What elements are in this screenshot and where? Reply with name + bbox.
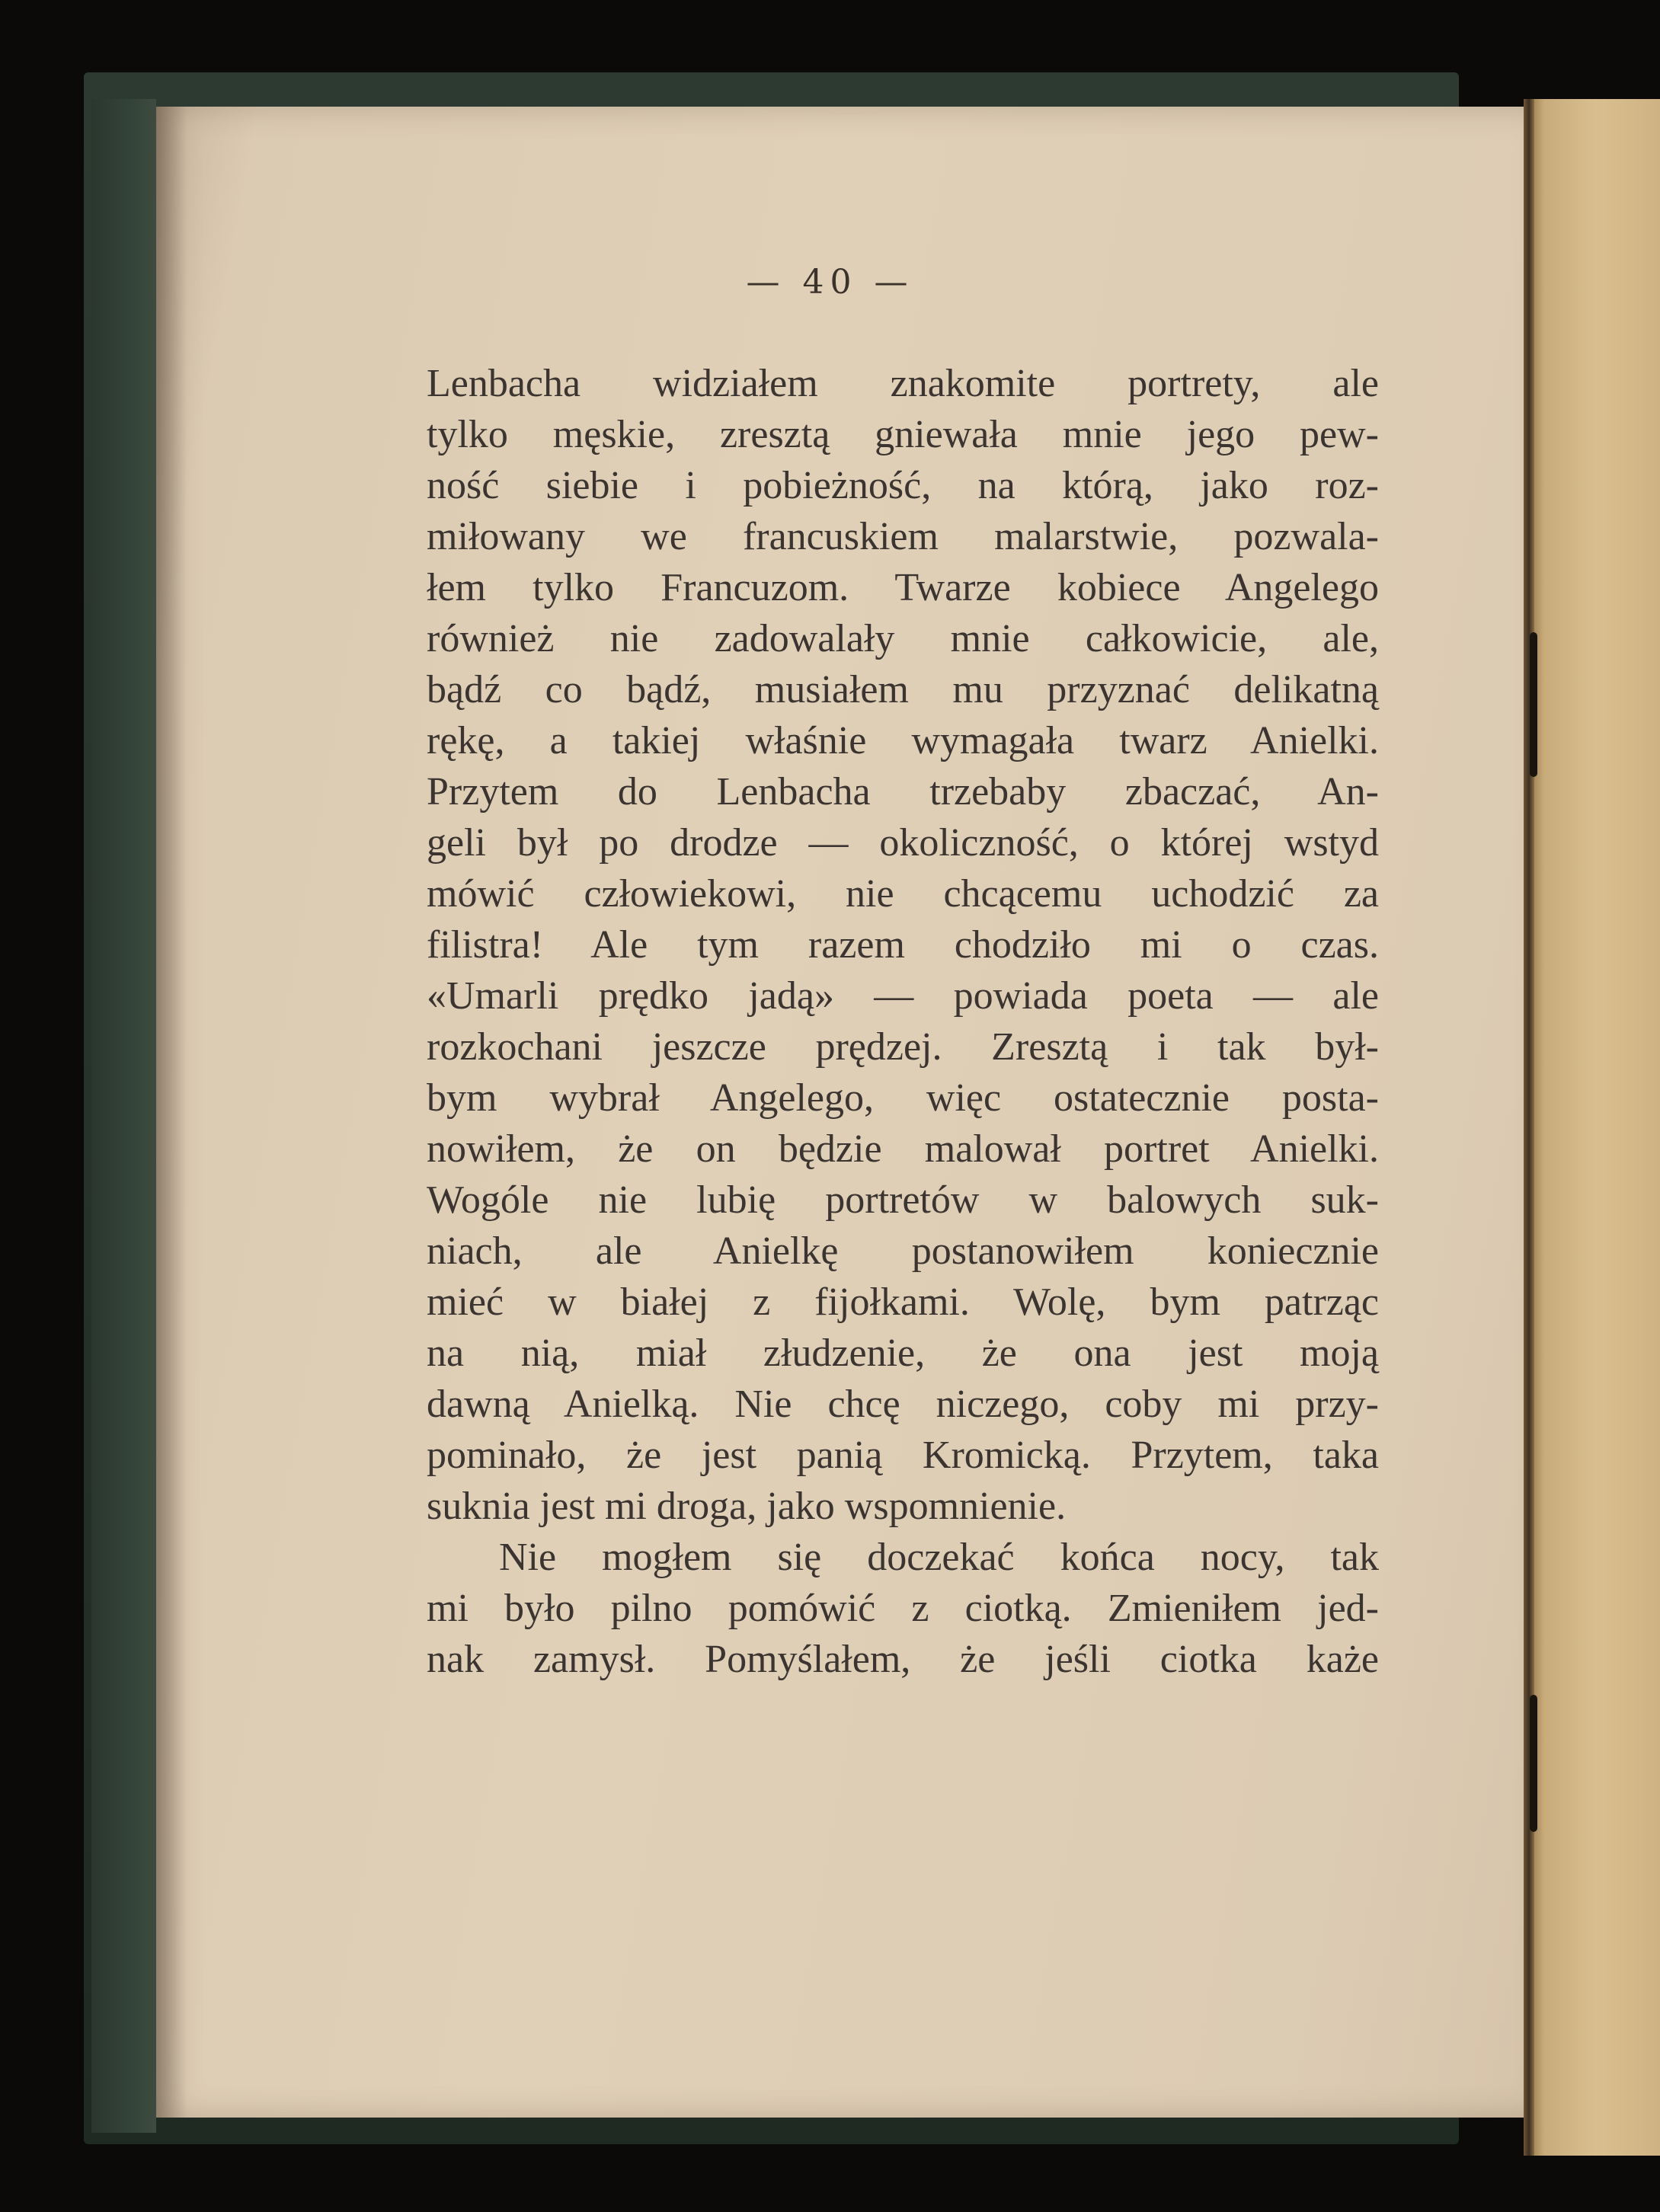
text-line: ność siebie i pobieżność, na którą, jako roz- [427,464,1379,507]
text-line: na nią, miał złudzenie, że ona jest moją [427,1331,1379,1375]
binding-stitch [1530,632,1537,777]
text-line: mi było pilno pomówić z ciotką. Zmieniłem jed- [427,1587,1379,1630]
text-line: Lenbacha widziałem znakomite portrety, ale [427,362,1379,405]
text-line: niach, ale Anielkę postanowiłem koniecznie [427,1229,1379,1273]
cover-spine-edge [91,99,156,2133]
page-number: — 40 — [746,263,914,302]
text-line: nak zamysł. Pomyślałem, że jeśli ciotka każe [427,1638,1379,1681]
binding-stitch [1530,1695,1537,1832]
book-gutter [1524,99,1534,2156]
text-line: geli był po drodze — okoliczność, o której wstyd [427,821,1379,865]
text-line: dawną Anielką. Nie chcę niczego, coby mi przy- [427,1382,1379,1426]
text-line: pominało, że jest panią Kromicką. Przytem, taka [427,1434,1379,1477]
text-line: suknia jest mi droga, jako wspomnienie. [427,1485,1067,1528]
text-line: Nie mogłem się doczekać końca nocy, tak [499,1536,1379,1579]
page-shadow [156,107,187,2118]
paragraph [427,358,1379,1532]
text-line: również nie zadowalały mnie całkowicie, ale, [427,617,1379,660]
text-line: Wogóle nie lubię portretów w balowych suk- [427,1178,1379,1222]
page-text [427,358,1379,1685]
text-line: Przytem do Lenbacha trzebaby zbaczać, An- [427,770,1379,814]
text-line: bądź co bądź, musiałem mu przyznać delikatną [427,668,1379,711]
text-line: nowiłem, że on będzie malował portret Anielki. [427,1127,1379,1171]
text-line: mówić człowiekowi, nie chcącemu uchodzić za [427,872,1379,916]
text-line: rękę, a takiej właśnie wymagała twarz Anielki. [427,719,1379,762]
text-line: łem tylko Francuzom. Twarze kobiece Angelego [427,566,1379,609]
paragraph [427,1532,1379,1685]
text-line: bym wybrał Angelego, więc ostatecznie posta- [427,1076,1379,1120]
text-line: filistra! Ale tym razem chodziło mi o czas. [427,923,1379,967]
text-line: tylko męskie, zresztą gniewała mnie jego pew- [427,413,1379,456]
text-line: rozkochani jeszcze prędzej. Zresztą i tak był- [427,1025,1379,1069]
text-line: mieć w białej z fijołkami. Wolę, bym patrząc [427,1280,1379,1324]
text-line: miłowany we francuskiem malarstwie, pozwala- [427,515,1379,558]
text-line: «Umarli prędko jadą» — powiada poeta — ale [427,974,1379,1018]
facing-page-edge [1531,99,1660,2156]
